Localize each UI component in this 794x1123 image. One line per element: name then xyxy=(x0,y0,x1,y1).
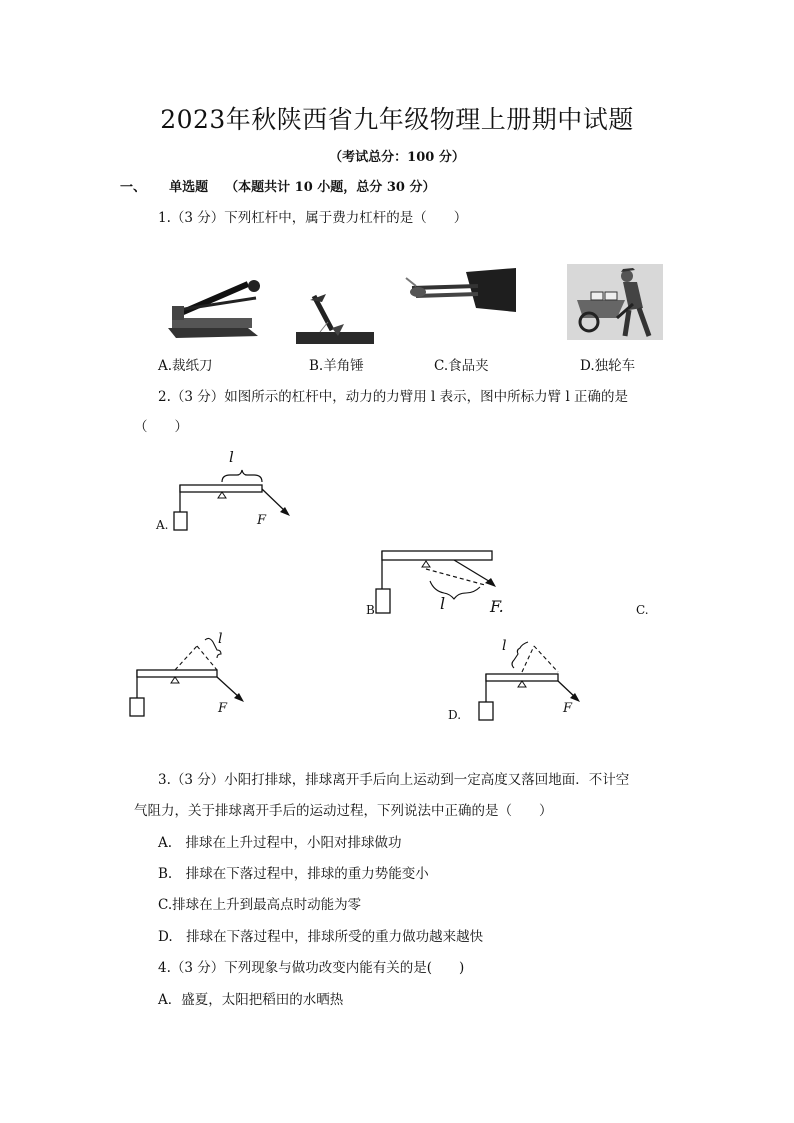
q1-option-c: C.食品夹 xyxy=(434,358,489,374)
exam-total-score: （考试总分：100 分） xyxy=(329,150,465,165)
q1-option-d: D.独轮车 xyxy=(580,358,636,374)
q1-stem: 1.（3 分）下列杠杆中，属于费力杠杆的是（ ） xyxy=(158,210,468,226)
label-arm-d: l xyxy=(502,638,507,654)
label-option-b: B xyxy=(366,603,375,617)
q1-option-b: B.羊角锤 xyxy=(309,358,364,374)
page-title: 2023年秋陕西省九年级物理上册期中试题 xyxy=(160,105,634,134)
label-arm-a: l xyxy=(229,448,234,466)
label-arm-b: l xyxy=(440,594,446,613)
section-title: 单选题 xyxy=(169,180,209,195)
label-force-a: F xyxy=(257,513,267,528)
claw-hammer-image xyxy=(296,292,374,344)
section-info: （本题共计 10 小题，总分 30 分） xyxy=(225,180,436,195)
label-option-d: D. xyxy=(448,708,462,722)
section-header xyxy=(120,176,435,195)
lever-figure-d xyxy=(472,632,592,724)
lever-figure-a xyxy=(150,442,300,537)
q1-option-a: A.裁纸刀 xyxy=(158,358,213,374)
label-arm-c: l xyxy=(218,631,223,647)
label-force-b: F. xyxy=(490,597,504,616)
label-option-a: A. xyxy=(156,518,169,532)
wheelbarrow-image xyxy=(567,264,663,340)
q3-option-a: A. 排球在上升过程中，小阳对排球做功 xyxy=(158,835,402,851)
q2-stem-line1: 2.（3 分）如图所示的杠杆中，动力的力臂用 l 表示，图中所标力臂 l 正确的是 xyxy=(158,389,629,405)
q3-stem-line1: 3.（3 分）小阳打排球，排球离开手后向上运动到一定高度又落回地面．不计空 xyxy=(158,772,630,788)
q3-option-c: C.排球在上升到最高点时动能为零 xyxy=(158,897,362,913)
q3-stem-line2: 气阻力，关于排球离开手后的运动过程，下列说法中正确的是（ ） xyxy=(134,803,553,819)
label-force-d: F xyxy=(563,701,573,716)
section-number: 一、 xyxy=(120,180,147,195)
label-option-c: C. xyxy=(636,603,649,617)
q3-option-b: B. 排球在下落过程中，排球的重力势能变小 xyxy=(158,866,429,882)
q4-stem: 4.（3 分）下列现象与做功改变内能有关的是( ) xyxy=(158,960,465,976)
paper-cutter-image xyxy=(158,270,268,342)
lever-figure-c xyxy=(125,630,255,722)
q4-option-a: A．盛夏，太阳把稻田的水晒热 xyxy=(158,992,344,1008)
q2-stem-line2: （ ） xyxy=(134,419,188,435)
label-force-c: F xyxy=(218,701,228,716)
food-tongs-image xyxy=(406,268,516,318)
q3-option-d: D. 排球在下落过程中，排球所受的重力做功越来越快 xyxy=(158,929,484,945)
